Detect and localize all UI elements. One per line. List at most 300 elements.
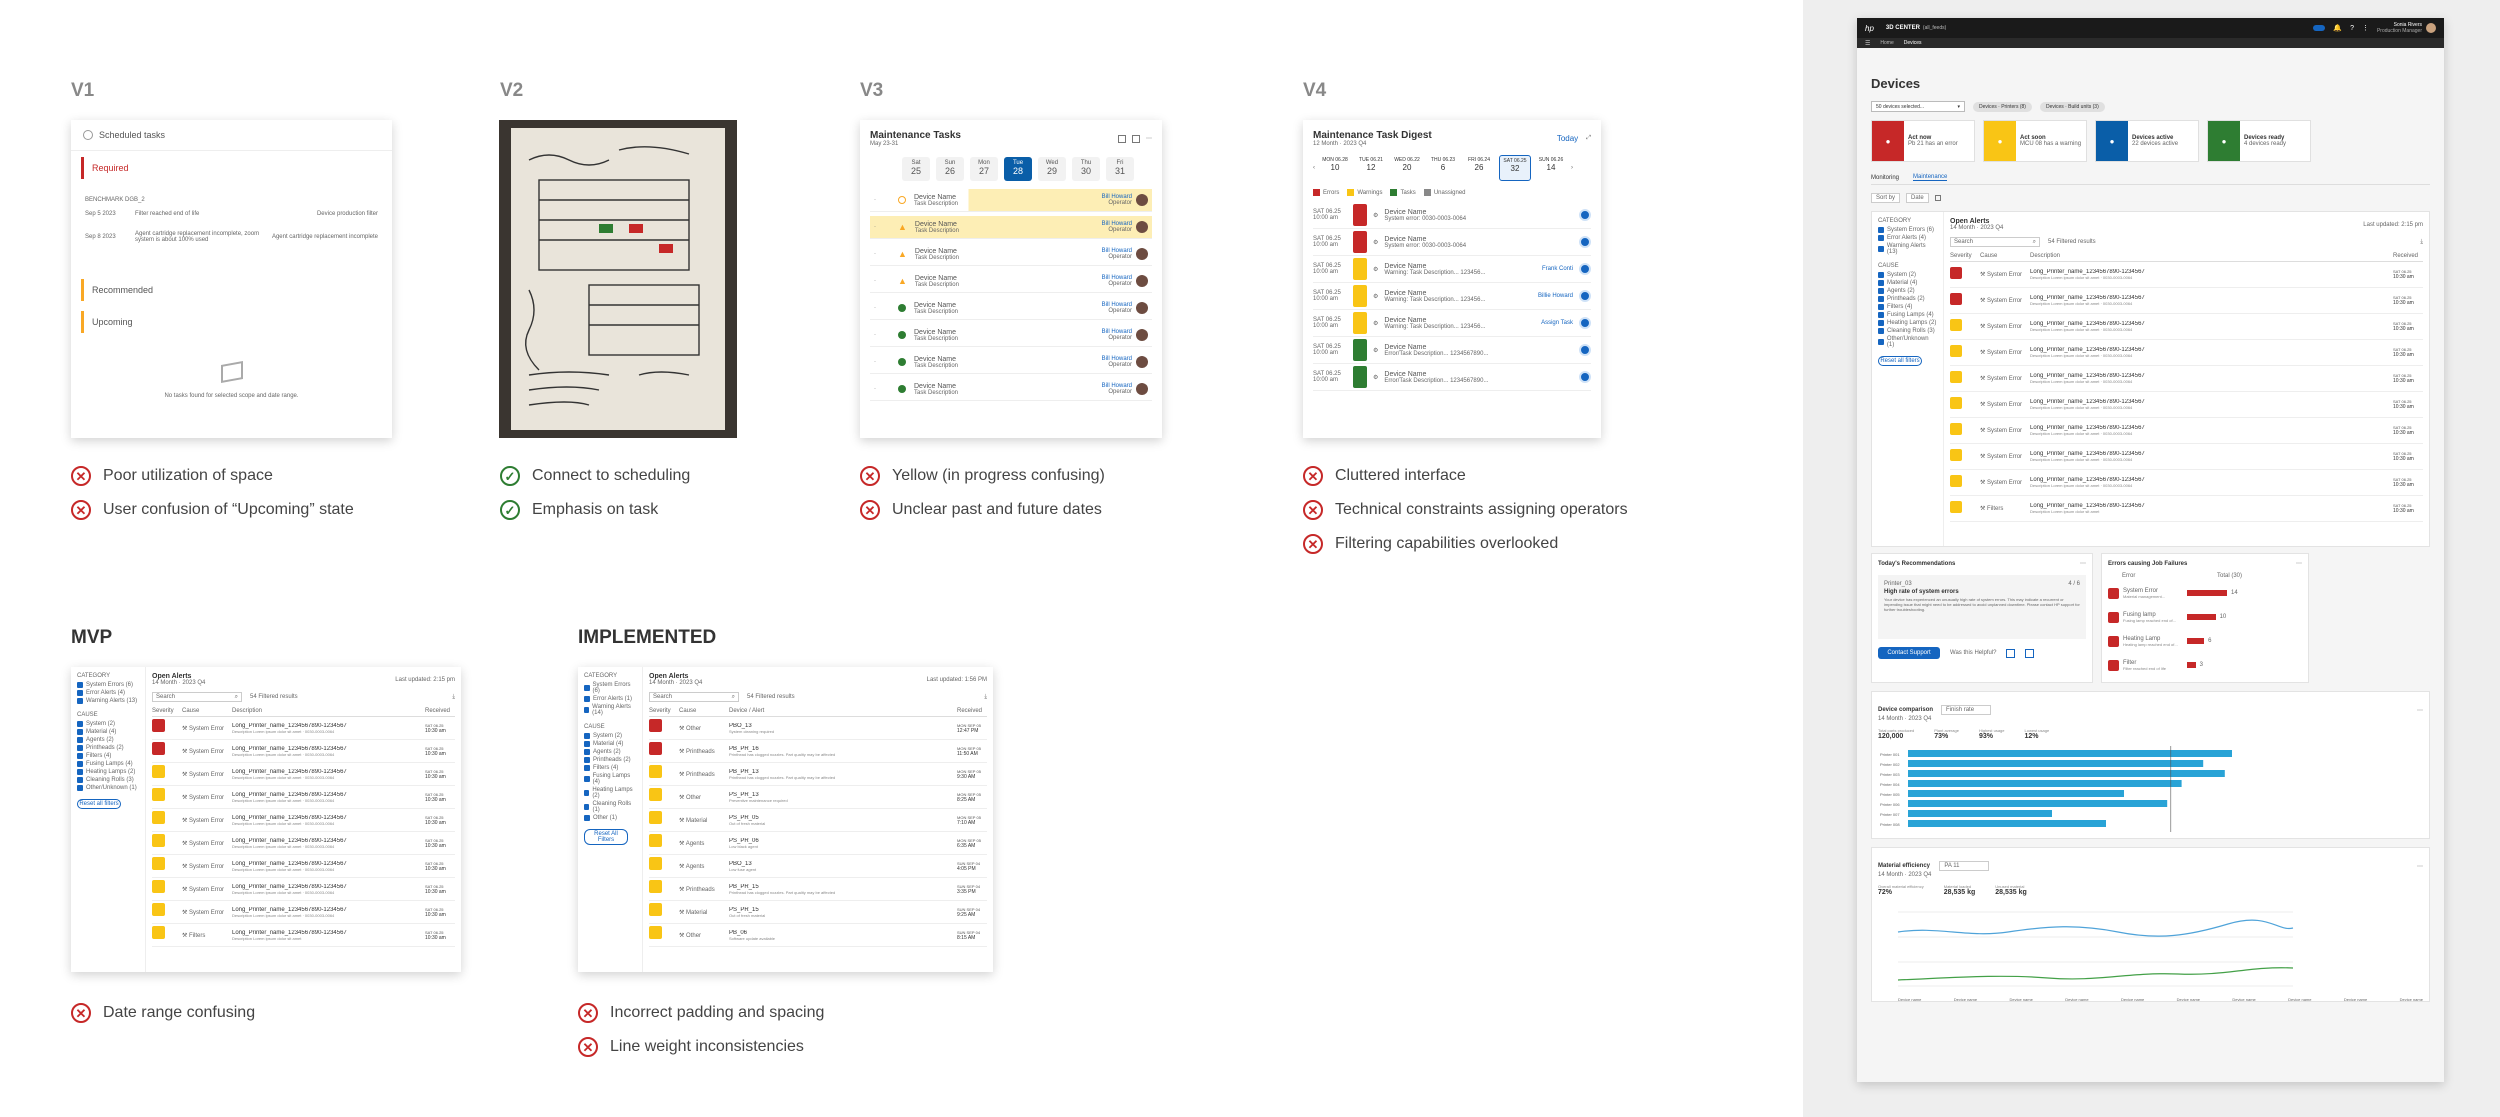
received-date: MON SEP 05 <box>957 814 981 820</box>
warning-icon: ▲ <box>898 249 907 259</box>
material-select[interactable]: PA 11 <box>1939 861 1989 871</box>
table-row[interactable] <box>1950 340 2423 366</box>
received-date: SUN SEP 04 <box>957 860 981 866</box>
more-icon[interactable]: ⋯ <box>2417 707 2423 714</box>
description-cell <box>729 861 957 872</box>
comparison-bar[interactable] <box>1908 780 2182 787</box>
received-date: SAT 06.25 <box>2393 373 2412 378</box>
errors-chart <box>2108 581 2302 677</box>
v4-task-row[interactable] <box>1313 337 1591 364</box>
v4-day[interactable] <box>1463 155 1495 181</box>
device-select[interactable] <box>1871 101 1965 112</box>
assignee-name[interactable]: Assign Task <box>1541 320 1573 326</box>
received-time: 9:30 AM <box>957 773 976 780</box>
received-date: SAT 06.25 <box>425 929 444 935</box>
filter-checkbox[interactable] <box>1878 304 1937 310</box>
status-cards <box>1871 120 2430 162</box>
device-name: Device Name <box>1384 208 1427 216</box>
column-header[interactable]: Severity <box>1950 253 1972 259</box>
time-marker: · <box>874 278 876 284</box>
v3-task-row[interactable] <box>870 243 1152 266</box>
alert-device: Long_Printer_name_1234567890-1234567 <box>232 814 347 821</box>
status-card-icon: ● <box>1872 121 1904 161</box>
assignee-name[interactable]: Billie Howard <box>1537 293 1573 299</box>
cause-label: System Error <box>189 725 225 732</box>
filter-checkbox[interactable] <box>1878 272 1937 278</box>
v1-section-upcoming[interactable]: Upcoming <box>92 317 133 327</box>
filter-label: Printheads (2) <box>1887 296 1925 302</box>
v4-task-row[interactable] <box>1313 229 1591 256</box>
status-card[interactable] <box>2207 120 2311 162</box>
task-description: System error: 0030-0003-0064 <box>1384 215 1467 222</box>
error-bar-row[interactable] <box>2108 605 2302 629</box>
filter-checkbox[interactable] <box>584 733 636 739</box>
x-axis-label: Device name <box>2065 997 2089 1002</box>
v3-task-text <box>914 194 1102 207</box>
severity-cell <box>1950 448 1980 466</box>
assignee-name[interactable]: Frank Conti <box>1541 266 1573 272</box>
table-row[interactable] <box>649 901 987 924</box>
v3-task-row[interactable] <box>870 189 1152 212</box>
assign-icon[interactable] <box>1579 290 1591 302</box>
table-row[interactable] <box>152 855 455 878</box>
v4-day[interactable] <box>1535 155 1567 181</box>
alert-device: PB_06 <box>729 929 748 936</box>
help-icon[interactable]: ? <box>2350 24 2354 32</box>
filter-checkbox[interactable] <box>1878 296 1937 302</box>
column-header[interactable]: Description <box>2030 253 2061 259</box>
download-icon[interactable]: ⤓ <box>452 693 455 700</box>
v3-task-text <box>914 356 1102 369</box>
cause-cell <box>182 748 232 755</box>
v4-task-row[interactable] <box>1313 310 1591 337</box>
assign-icon[interactable] <box>1579 263 1591 275</box>
sketch-photo <box>499 120 737 438</box>
v4-time <box>1313 317 1347 329</box>
v4-day[interactable] <box>1427 155 1459 181</box>
v4-title: Maintenance Task Digest <box>1313 130 1432 141</box>
severity-cell <box>649 811 679 829</box>
v3-day[interactable] <box>936 157 964 181</box>
column-header[interactable]: Severity <box>152 708 174 714</box>
alert-description: Printhead has clogged nozzles. Part quality may be affected <box>729 889 836 895</box>
alert-device: PBO_13 <box>729 860 752 867</box>
contact-support-button[interactable]: Contact Support <box>1878 647 1940 659</box>
alert-device: Long_Printer_name_1234567890-1234567 <box>232 791 347 798</box>
received-date: SUN SEP 04 <box>957 929 981 935</box>
legend-item[interactable] <box>1390 189 1415 196</box>
sort-by[interactable]: Sort by <box>1871 193 1900 203</box>
table-row[interactable] <box>1950 418 2423 444</box>
alert-description: Printhead has clogged nozzles. Part quality may be affected <box>729 774 836 780</box>
comparison-bar[interactable] <box>1908 750 2232 757</box>
assign-icon[interactable] <box>1579 236 1591 248</box>
filter-checkbox[interactable] <box>1878 312 1937 318</box>
v3-day[interactable] <box>902 157 930 181</box>
error-bar-row[interactable] <box>2108 629 2302 653</box>
v3-task-row[interactable] <box>870 216 1152 239</box>
severity-cell <box>649 834 679 852</box>
filter-checkbox[interactable] <box>584 801 636 813</box>
apps-icon[interactable]: ⋮ <box>2361 25 2369 32</box>
checkbox-icon <box>77 761 83 767</box>
comparison-bar[interactable] <box>1908 800 2167 807</box>
page-title: Devices <box>1871 76 1921 91</box>
thumbs-up-icon[interactable] <box>2006 649 2015 658</box>
column-header[interactable]: Received <box>425 708 451 714</box>
cause-icon: ⚒ <box>679 817 687 824</box>
avatar <box>1136 329 1148 341</box>
column-header[interactable]: Cause <box>679 708 697 714</box>
filter-checkbox[interactable] <box>77 729 139 735</box>
column-header[interactable]: Cause <box>1980 253 1998 259</box>
received-cell <box>425 723 455 734</box>
filter-checkbox[interactable] <box>1878 320 1937 326</box>
table-row[interactable] <box>1950 314 2423 340</box>
filter-checkbox[interactable] <box>1878 235 1937 241</box>
filter-checkbox[interactable] <box>77 698 139 704</box>
table-row[interactable] <box>649 924 987 947</box>
filter-checkbox[interactable] <box>584 787 636 799</box>
filter-checkbox[interactable] <box>1878 243 1937 255</box>
download-icon[interactable]: ⤓ <box>2420 238 2423 245</box>
v1-item-text: Filter reached end of life <box>135 211 200 217</box>
cause-cell <box>679 863 729 870</box>
status-card[interactable] <box>1871 120 1975 162</box>
toggle-icon[interactable] <box>2313 25 2325 31</box>
filter-checkbox[interactable] <box>584 815 636 821</box>
alert-description: Description Lorem ipsum dolor sit amet · 0030-0003-0064 <box>2030 327 2133 332</box>
comparison-bar[interactable] <box>1908 760 2203 767</box>
tab-maintenance[interactable]: Maintenance <box>1913 174 1948 180</box>
kpi-value: 73% <box>1934 733 1949 740</box>
v3-task-row[interactable] <box>870 351 1152 374</box>
filter-checkbox[interactable] <box>77 761 139 767</box>
checkbox-icon <box>584 757 590 763</box>
material-x-axis <box>1878 997 2423 1002</box>
checkbox-icon <box>1878 328 1884 334</box>
status-card-sub: Pb 21 has an error <box>1908 141 1958 147</box>
filter-chip[interactable]: Devices · Build units (3) <box>2040 102 2105 112</box>
filter-checkbox[interactable] <box>584 757 636 763</box>
table-row[interactable] <box>152 924 455 947</box>
description-cell <box>729 723 957 734</box>
table-row[interactable] <box>152 740 455 763</box>
table-row[interactable] <box>1950 366 2423 392</box>
cause-icon: ⚒ <box>1980 506 1988 512</box>
assign-icon[interactable] <box>1579 209 1591 221</box>
v4-task-row[interactable] <box>1313 202 1591 229</box>
x-circle-icon: ✕ <box>1303 466 1323 486</box>
cause-cell <box>679 909 729 916</box>
v3-day[interactable] <box>970 157 998 181</box>
cause-icon: ⚒ <box>679 932 687 939</box>
filter-checkbox[interactable] <box>584 749 636 755</box>
tab-monitoring[interactable]: Monitoring <box>1871 174 1900 181</box>
v3-task-row[interactable] <box>870 324 1152 347</box>
table-row[interactable] <box>152 763 455 786</box>
table-row[interactable] <box>152 809 455 832</box>
filter-checkbox[interactable] <box>77 753 139 759</box>
table-row[interactable] <box>649 855 987 878</box>
errors-col2: Total (30) <box>2216 573 2242 579</box>
cause-icon: ⚒ <box>182 909 190 916</box>
filter-checkbox[interactable] <box>1878 336 1937 348</box>
v1-section-recommended[interactable]: Recommended <box>92 285 154 295</box>
v3-task-row[interactable] <box>870 297 1152 320</box>
v4-day[interactable] <box>1391 155 1423 181</box>
task-description: Error/Task Description... 1234567890... <box>1384 350 1489 357</box>
table-row[interactable] <box>649 878 987 901</box>
filter-checkbox[interactable] <box>1878 288 1937 294</box>
alert-description: Software update available <box>729 935 776 941</box>
severity-icon <box>649 926 662 939</box>
thumbs-down-icon[interactable] <box>2025 649 2034 658</box>
error-bar-row[interactable] <box>2108 653 2302 677</box>
reco-count: 4 / 6 <box>2068 581 2080 587</box>
reset-filters-button[interactable]: Reset all filters <box>1878 356 1922 366</box>
table-row[interactable] <box>1950 496 2423 522</box>
alert-device: Long_Printer_name_1234567890-1234567 <box>2030 295 2145 301</box>
severity-cell <box>152 742 182 760</box>
v4-legend <box>1313 189 1591 196</box>
table-row[interactable] <box>1950 262 2423 288</box>
table-row[interactable] <box>1950 444 2423 470</box>
filter-sidebar <box>1872 212 1944 546</box>
v3-day[interactable] <box>1004 157 1032 181</box>
received-time: 10:30 am <box>425 750 446 757</box>
table-row[interactable] <box>1950 470 2423 496</box>
table-row[interactable] <box>152 717 455 740</box>
device-select-value: 50 devices selected... <box>1876 103 1925 110</box>
v3-day[interactable] <box>1072 157 1100 181</box>
nav-devices[interactable]: Devices <box>1903 40 1922 46</box>
v4-task-row[interactable] <box>1313 364 1591 391</box>
table-row[interactable] <box>152 786 455 809</box>
search-input[interactable] <box>1950 237 2040 247</box>
comparison-bar[interactable] <box>1908 790 2124 797</box>
v4-day[interactable] <box>1499 155 1531 181</box>
table-row[interactable] <box>649 740 987 763</box>
v3-task-row[interactable] <box>870 270 1152 293</box>
filter-label: Fusing Lamps (4) <box>1887 312 1934 318</box>
filter-checkbox[interactable] <box>1878 280 1937 286</box>
table-row[interactable] <box>649 763 987 786</box>
assignee-name: Bill Howard <box>1101 383 1132 389</box>
cause-icon: ⚒ <box>182 840 190 847</box>
description-cell <box>2030 321 2393 332</box>
filter-checkbox[interactable] <box>77 785 139 791</box>
alert-description: Printhead has clogged nozzles. Part quality may be affected <box>729 751 836 757</box>
assignee-role: Operator <box>1108 308 1132 314</box>
avatar <box>1136 275 1148 287</box>
download-icon[interactable]: ⤓ <box>984 693 987 700</box>
v4-task-row[interactable] <box>1313 283 1591 310</box>
v4-day[interactable] <box>1319 155 1351 181</box>
search-input[interactable] <box>649 692 739 702</box>
reset-filters-button[interactable]: Reset all filters <box>77 799 121 809</box>
v4-task-text <box>1384 317 1535 330</box>
received-time: 7:10 AM <box>957 819 976 826</box>
table-row[interactable] <box>649 832 987 855</box>
avatar[interactable] <box>2426 23 2436 33</box>
metric-select[interactable]: Finish rate <box>1941 705 1991 715</box>
today-link[interactable]: Today <box>1556 134 1579 143</box>
column-header[interactable]: Description <box>232 708 263 714</box>
received-cell <box>425 815 455 826</box>
sort-date[interactable]: Date <box>1906 193 1929 203</box>
assign-icon[interactable] <box>1579 371 1591 383</box>
severity-icon <box>1353 285 1367 307</box>
comparison-bar[interactable] <box>1908 770 2225 777</box>
kpi <box>1878 728 1914 740</box>
legend-item[interactable] <box>1424 189 1466 196</box>
v1-section-required[interactable]: Required <box>92 163 129 173</box>
filter-checkbox[interactable] <box>584 704 636 716</box>
group-head: CAUSE <box>1878 263 1899 269</box>
chevron-left-icon[interactable]: ‹ <box>1313 165 1315 171</box>
filter-checkbox[interactable] <box>77 690 139 696</box>
table-row[interactable] <box>152 832 455 855</box>
column-header[interactable]: Severity <box>649 708 671 714</box>
v1-empty: No tasks found for selected scope and date range. <box>164 393 299 399</box>
x-axis-label: Device name <box>2176 997 2201 1002</box>
comparison-bar[interactable] <box>1908 810 2052 817</box>
expand-icon[interactable] <box>1132 135 1140 143</box>
filter-checkbox[interactable] <box>584 682 636 694</box>
legend-item[interactable] <box>1347 189 1382 196</box>
received-cell <box>957 792 987 803</box>
v4-hour: 10:00 am <box>1313 296 1339 302</box>
severity-cell <box>649 880 679 898</box>
more-icon[interactable]: ⋯ <box>2417 863 2423 870</box>
more-icon[interactable]: ⋯ <box>2296 561 2302 567</box>
x-circle-icon: ✕ <box>71 1003 91 1023</box>
received-time: 3:35 PM <box>957 888 976 895</box>
v3-task-row[interactable] <box>870 378 1152 401</box>
error-icon <box>2108 588 2119 599</box>
filter-label: Error Alerts (4) <box>86 690 126 696</box>
filter-checkbox[interactable] <box>77 682 139 688</box>
v4-day[interactable] <box>1355 155 1387 181</box>
cause-icon: ⚒ <box>679 886 687 893</box>
calendar-icon[interactable] <box>1935 195 1941 201</box>
filter-chip[interactable]: Devices · Printers (8) <box>1973 102 2032 112</box>
expand-icon[interactable]: ⤢ <box>1586 135 1591 141</box>
cause-icon: ⚒ <box>182 748 190 755</box>
error-bar-row[interactable] <box>2108 581 2302 605</box>
comparison-category: Printer 008 <box>1880 822 1900 827</box>
checkbox-icon <box>77 682 83 688</box>
received-cell <box>425 746 455 757</box>
status-card-sub: 22 devices active <box>2132 141 2179 147</box>
assign-icon[interactable] <box>1579 344 1591 356</box>
received-cell <box>2393 373 2423 384</box>
filter-label: Agents (2) <box>1887 288 1915 294</box>
reco-title: Today's Recommendations <box>1878 560 1956 567</box>
filter-sidebar <box>578 667 643 972</box>
filter-checkbox[interactable] <box>584 765 636 771</box>
v4-hour: 10:00 am <box>1313 215 1339 221</box>
checkbox-icon <box>584 749 590 755</box>
severity-icon <box>649 857 662 870</box>
table-row[interactable] <box>649 786 987 809</box>
v4-task-list <box>1313 202 1591 391</box>
filter-checkbox[interactable] <box>1878 328 1937 334</box>
last-updated: Last updated: 2:15 pm <box>395 676 455 683</box>
table-row[interactable] <box>1950 288 2423 314</box>
search-input[interactable] <box>152 692 242 702</box>
description-cell <box>729 746 957 757</box>
checkbox-icon <box>584 685 590 691</box>
checkbox-icon <box>1878 296 1884 302</box>
status-card[interactable] <box>1983 120 2087 162</box>
v3-day-strip <box>902 157 1152 181</box>
device-name: Device Name <box>1384 316 1427 324</box>
check-circle-icon: ✓ <box>500 466 520 486</box>
table-row[interactable] <box>649 809 987 832</box>
filter-checkbox[interactable] <box>1878 227 1937 233</box>
table-row[interactable] <box>1950 392 2423 418</box>
assign-icon[interactable] <box>1579 317 1591 329</box>
filter-checkbox[interactable] <box>584 741 636 747</box>
filter-checkbox[interactable] <box>584 773 636 785</box>
column-header[interactable]: Received <box>2393 253 2419 259</box>
chevron-right-icon[interactable]: › <box>1571 165 1573 171</box>
reset-filters-button[interactable]: Reset All Filters <box>584 829 628 845</box>
v3-day[interactable] <box>1106 157 1134 181</box>
bell-icon[interactable]: 🔔 <box>2333 25 2343 32</box>
task-description: Warning: Task Description... 123456... <box>1384 296 1486 303</box>
reco-body: Your device has experienced an unusually high rate of system errors. This may indicate a recurrent or impending issue that might need to be addressed to avoid unplanned downtime. Please contact HP support for further troubleshooting. <box>1884 597 2080 613</box>
checkbox-icon <box>77 753 83 759</box>
filter-checkbox[interactable] <box>77 745 139 751</box>
v4-task-row[interactable] <box>1313 256 1591 283</box>
v3-note: Yellow (in progress confusing) <box>892 467 1105 484</box>
kpi-label: Overall material efficiency <box>1878 884 1924 889</box>
table-row[interactable] <box>152 878 455 901</box>
severity-cell <box>649 719 679 737</box>
legend-item[interactable] <box>1313 189 1339 196</box>
status-card[interactable] <box>2095 120 2199 162</box>
table-row[interactable] <box>649 717 987 740</box>
filter-label: Cleaning Rolls (3) <box>1887 328 1935 334</box>
alert-description: Out of fresh material <box>729 820 766 826</box>
comparison-bar[interactable] <box>1908 820 2106 827</box>
column-header[interactable]: Device / Alert <box>729 708 765 714</box>
column-header[interactable]: Cause <box>182 708 200 714</box>
calendar-icon[interactable] <box>1118 135 1126 143</box>
more-icon[interactable]: ⋯ <box>2080 561 2086 567</box>
alert-device: PS_PR_13 <box>729 791 759 798</box>
table-row[interactable] <box>152 901 455 924</box>
nav-home[interactable]: Home <box>1880 40 1894 46</box>
menu-icon[interactable]: ☰ <box>1865 40 1871 47</box>
v3-day-name: Sun <box>944 160 956 166</box>
filter-checkbox[interactable] <box>77 737 139 743</box>
filter-checkbox[interactable] <box>77 777 139 783</box>
more-icon[interactable]: ⋯ <box>1146 136 1152 142</box>
v3-task-text <box>914 329 1102 342</box>
cause-label: System Error <box>1987 402 2023 408</box>
filter-checkbox[interactable] <box>77 769 139 775</box>
column-header[interactable]: Received <box>957 708 983 714</box>
x-axis-label: Device name <box>2343 997 2368 1002</box>
filter-checkbox[interactable] <box>77 721 139 727</box>
filter-checkbox[interactable] <box>584 696 636 702</box>
cause-label: System Error <box>189 840 225 847</box>
v3-day[interactable] <box>1038 157 1066 181</box>
